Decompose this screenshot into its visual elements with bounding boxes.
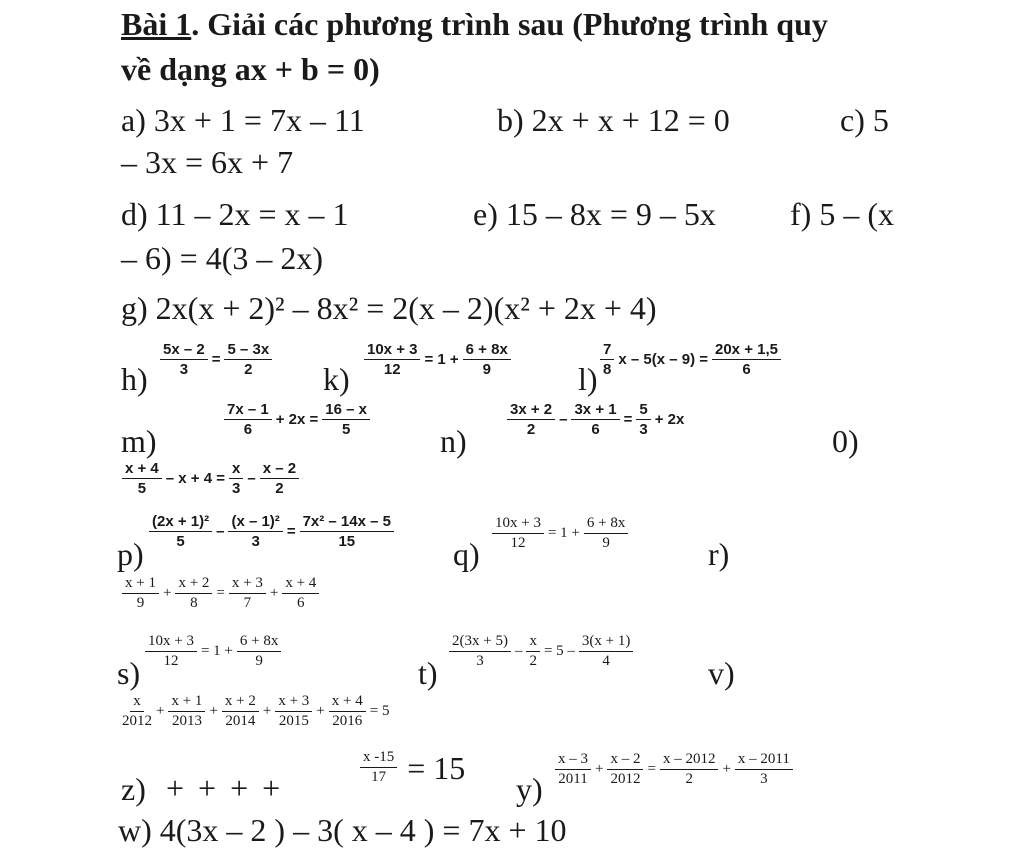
exercise-title-line2: về dạng ax + b = 0) — [121, 51, 380, 87]
problem-y-equation: $\frac{x - 3}{2011}$ + $\frac{x - 2}{2012}$ = $\frac{x - 2012}{2}$ + $\frac{x - 2011}{3}$ — [553, 752, 795, 787]
fraction: $\frac{2(3x + 5)}{3}$ — [449, 634, 511, 669]
problem-z-equation: $\frac{x -15}{17}$ = 15 — [358, 750, 467, 785]
problem-n-label: n) — [440, 423, 467, 459]
problem-l-label: l) — [578, 361, 598, 397]
fraction: $\frac{x -15}{17}$ — [360, 750, 397, 785]
problem-c-end: – 3x = 6x + 7 — [121, 144, 294, 180]
fraction: $\frac{10x + 3}{12}$ — [492, 516, 544, 551]
problem-q-label: q) — [453, 536, 480, 572]
fraction: $\frac{x + 2}{8}$ — [175, 576, 212, 611]
problem-d: d) 11 – 2x = x – 1 — [121, 196, 349, 232]
problem-y-label: y) — [516, 771, 543, 807]
problem-t-label: t) — [418, 655, 438, 691]
fraction: $\frac{6 + 8x}{9}$ — [237, 634, 281, 669]
fraction: $\frac{x}{3}$ — [229, 461, 243, 496]
fraction: $\frac{x - 2}{2}$ — [260, 461, 299, 496]
problem-a: a) 3x + 1 = 7x – 11 — [121, 102, 365, 138]
fraction: $\frac{x + 4}{5}$ — [122, 461, 162, 496]
problem-k-equation: $\frac{10x + 3}{12}$ = 1 + $\frac{6 + 8x}{9}$ — [362, 342, 513, 377]
problem-o-equation: $\frac{x + 4}{5}$ – x + 4 = $\frac{x}{3}$ – $\frac{x - 2}{2}$ — [120, 461, 301, 496]
problem-p-label: p) — [117, 536, 144, 572]
fraction: $\frac{3x + 2}{2}$ — [507, 402, 555, 437]
fraction: $\frac{\text{(x – 1)²}}{3}$ — [228, 514, 282, 549]
problem-g: g) 2x(x + 2)² – 8x² = 2(x – 2)(x² + 2x + 4) — [121, 290, 657, 326]
fraction: $\frac{\text{(2x + 1)²}}{5}$ — [149, 514, 212, 549]
problem-h-equation: $\frac{5x - 2}{3}$ = $\frac{5 - 3x}{2}$ — [158, 342, 274, 377]
problem-t-equation: $\frac{2(3x + 5)}{3}$ – $\frac{x}{2}$ = 5 – $\frac{3(x + 1)}{4}$ — [447, 634, 635, 669]
problem-v-label: v) — [708, 655, 735, 691]
fraction: $\frac{x + 2}{2014}$ — [222, 694, 259, 729]
fraction: $\frac{x}{2012}$ — [122, 693, 152, 729]
problem-k-label: k) — [323, 361, 350, 397]
fraction: $\frac{6 + 8x}{9}$ — [463, 342, 511, 377]
fraction: $\frac{x - 2011}{3}$ — [735, 752, 793, 787]
problem-s-equation: $\frac{10x + 3}{12}$ = 1 + $\frac{6 + 8x}{9}$ — [143, 634, 283, 669]
problem-p-equation: $\frac{\text{(2x + 1)²}}{5}$ – $\frac{\text{(x – 1)²}}{3}$ = $\frac{\text{7x² – 14x – 5}}{15}$ — [147, 514, 396, 549]
fraction: $\frac{6 + 8x}{9}$ — [584, 516, 628, 551]
fraction: $\frac{x + 4}{2016}$ — [329, 694, 366, 729]
fraction: $\frac{5x - 2}{3}$ — [160, 342, 208, 377]
problem-b: b) 2x + x + 12 = 0 — [497, 102, 730, 138]
fraction: $\frac{10x + 3}{12}$ — [364, 342, 420, 377]
problem-h-label: h) — [121, 361, 148, 397]
problem-f-start: f) 5 – (x — [790, 196, 894, 232]
fraction: $\frac{x + 3}{7}$ — [229, 576, 266, 611]
problem-v-equation: $\frac{x}{2012}$ + $\frac{x + 1}{2013}$ + $\frac{x + 2}{2014}$ + $\frac{x + 3}{2015}$ + $\frac{x + 4}{2016}$ = 5 — [122, 693, 390, 729]
fraction: $\frac{7x - 1}{6}$ — [224, 402, 272, 437]
exercise-title-text: . Giải các phương trình sau (Phương trình quy — [191, 6, 828, 42]
problem-q-equation: $\frac{10x + 3}{12}$ = 1 + $\frac{6 + 8x}{9}$ — [490, 516, 630, 551]
fraction: $\frac{x - 2012}{2}$ — [660, 752, 719, 787]
fraction: $\frac{3x + 1}{6}$ — [571, 402, 619, 437]
problem-s-label: s) — [117, 655, 141, 691]
problem-l-equation: $\frac{7}{8}$ x – 5(x – 9) = $\frac{20x + 1,5}{6}$ — [598, 342, 783, 377]
problem-n-equation: $\frac{3x + 2}{2}$ – $\frac{3x + 1}{6}$ = $\frac{5}{3}$ + 2x — [505, 402, 686, 437]
problem-r-equation: $\frac{x + 1}{9}$ + $\frac{x + 2}{8}$ = $\frac{x + 3}{7}$ + $\frac{x + 4}{6}$ — [120, 576, 321, 611]
fraction: $\frac{20x + 1,5}{6}$ — [712, 342, 781, 377]
problem-m-equation: $\frac{7x - 1}{6}$ + 2x = $\frac{16 - x}{5}$ — [222, 402, 372, 437]
fraction: $\frac{16 - x}{5}$ — [322, 402, 370, 437]
fraction: $\frac{x}{2}$ — [526, 634, 540, 669]
problem-e: e) 15 – 8x = 9 – 5x — [473, 196, 716, 232]
problem-r-label: r) — [708, 536, 730, 572]
fraction: $\frac{10x + 3}{12}$ — [145, 634, 197, 669]
problem-m-label: m) — [121, 423, 157, 459]
problem-o-label: 0) — [832, 423, 859, 459]
fraction: $\frac{x + 1}{9}$ — [122, 576, 159, 611]
fraction: $\frac{x + 1}{2013}$ — [168, 694, 205, 729]
exercise-number: Bài 1 — [121, 6, 192, 42]
problem-f-end: – 6) = 4(3 – 2x) — [121, 240, 324, 276]
fraction: $\frac{x + 4}{6}$ — [282, 576, 319, 611]
fraction: $\frac{x - 3}{2011}$ — [555, 752, 591, 787]
exercise-title-line1 — [121, 8, 828, 40]
problem-w: w) 4(3x – 2 ) – 3( x – 4 ) = 7x + 10 — [118, 812, 567, 848]
problem-z-label: z) — [121, 771, 146, 807]
problem-c-start: c) 5 — [840, 102, 889, 138]
fraction: $\frac{3(x + 1)}{4}$ — [579, 634, 633, 669]
fraction: $\frac{x + 3}{2015}$ — [275, 694, 312, 729]
fraction: $\frac{5}{3}$ — [636, 402, 650, 437]
fraction: $\frac{5 - 3x}{2}$ — [224, 342, 272, 377]
fraction: $\frac{\text{7x² – 14x – 5}}{15}$ — [300, 514, 394, 549]
fraction: $\frac{7}{8}$ — [600, 342, 614, 377]
problem-z-pluses: + + + + — [166, 770, 281, 806]
fraction: $\frac{x - 2}{2012}$ — [607, 752, 643, 787]
